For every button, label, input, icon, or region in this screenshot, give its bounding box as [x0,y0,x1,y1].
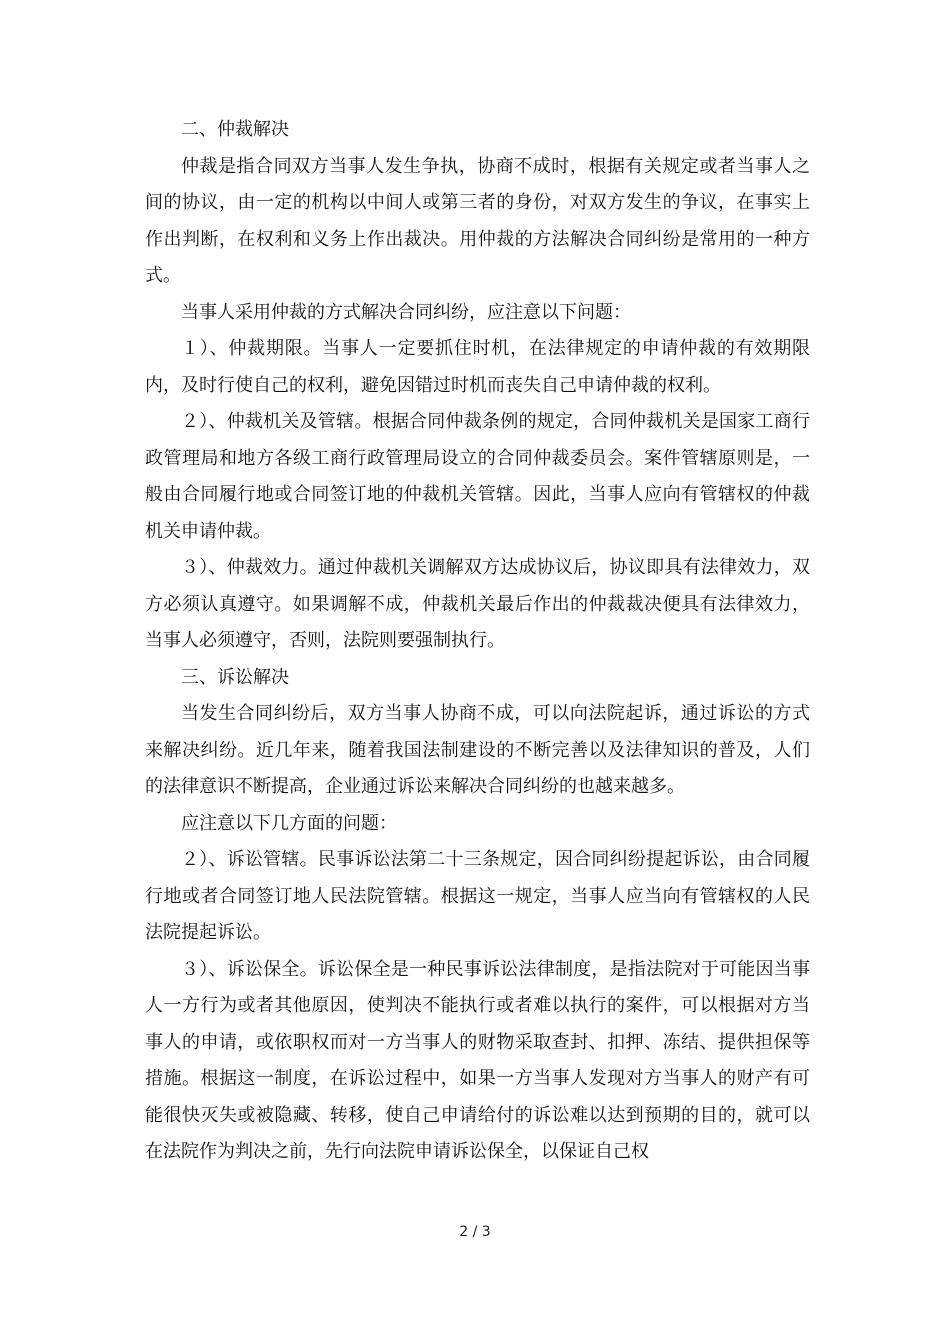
section-heading-arbitration: 二、仲裁解决 [181,119,289,140]
page-number: 2 / 3 [459,1224,491,1240]
paragraph-arbitration-notes-intro: 当事人采用仲裁的方式解决合同纠纷，应注意以下问题： [181,301,631,323]
paragraph-litigation-jurisdiction: ２）、诉讼管辖。民事诉讼法第二十三条规定，因合同纠纷提起诉讼，由合同履行地或者合同签订地人民法院管辖。根据这一规定，当事人应当向有管辖权的人民法院提起诉讼。 [145,849,810,943]
paragraph-arbitration-deadline: １）、仲裁期限。当事人一定要抓住时机，在法律规定的申请仲裁的有效期限内，及时行使自己的权利，避免因错过时机而丧失自己申请仲裁的权利。 [145,338,810,396]
section-heading-litigation: 三、诉讼解决 [181,666,289,688]
paragraph-arbitration-definition: 仲裁是指合同双方当事人发生争执，协商不成时，根据有关规定或者当事人之间的协议，由一定的机构以中间人或第三者的身份，对双方发生的争议，在事实上作出判断，在权利和义务上作出裁决。用仲裁的方法解决合同纠纷是常用的一种方式。 [145,155,810,286]
paragraph-arbitration-effect: ３）、仲裁效力。通过仲裁机关调解双方达成协议后，协议即具有法律效力，双方必须认真遵守。如果调解不成，仲裁机关最后作出的仲裁裁决便具有法律效力，当事人必须遵守，否则，法院则要强制执行。 [145,557,810,651]
paragraph-litigation-notes-intro: 应注意以下几方面的问题： [181,812,397,834]
document-body [145,112,810,1171]
paragraph-litigation-intro: 当发生合同纠纷后，双方当事人协商不成，可以向法院起诉，通过诉讼的方式来解决纠纷。近几年来，随着我国法制建设的不断完善以及法律知识的普及，人们的法律意识不断提高，企业通过诉讼来解决合同纠纷的也越来越多。 [145,703,810,797]
paragraph-arbitration-jurisdiction: ２）、仲裁机关及管辖。根据合同仲裁条例的规定，合同仲裁机关是国家工商行政管理局和地方各级工商行政管理局设立的合同仲裁委员会。案件管辖原则是，一般由合同履行地或合同签订地的仲裁机关管辖。因此，当事人应向有管辖权的仲裁机关申请仲裁。 [145,411,810,542]
paragraph-litigation-preservation: ３）、诉讼保全。诉讼保全是一种民事诉讼法律制度，是指法院对于可能因当事人一方行为或者其他原因，使判决不能执行或者难以执行的案件，可以根据对方当事人的申请，或依职权而对一方当事人的财物采取查封、扣押、冻结、提供担保等措施。根据这一制度，在诉讼过程中，如果一方当事人发现对方当事人的财产有可能很快灭失或被隐藏、转移，使自己申请给付的诉讼难以达到预期的目的，就可以在法院作为判决之前，先行向法院申请诉讼保全，以保证自己权 [145,958,810,1162]
